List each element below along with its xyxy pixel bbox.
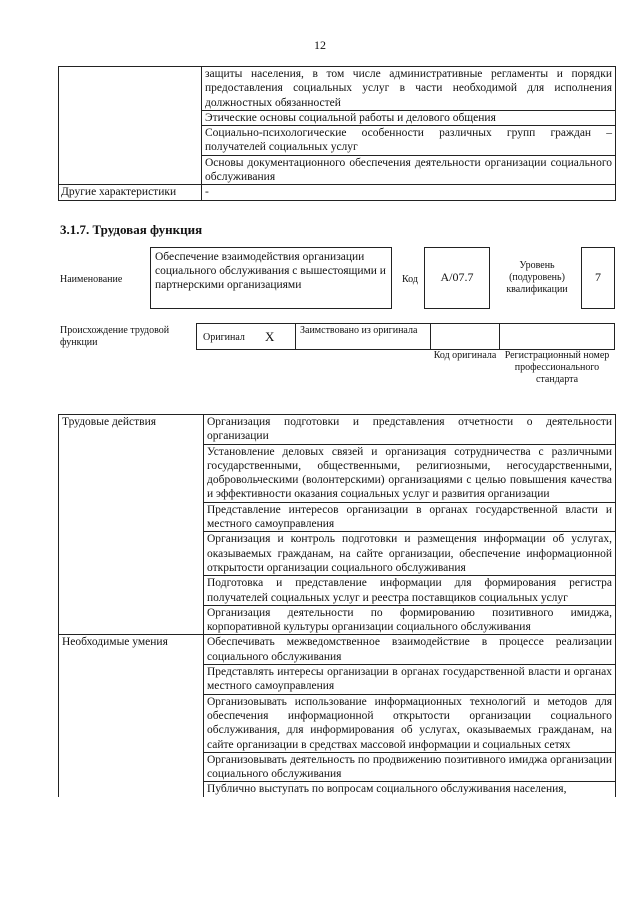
table-cell: Основы документационного обеспечения деятельности организации социального обслуживания: [202, 155, 616, 185]
name-label: Наименование: [60, 274, 123, 285]
table-cell: защиты населения, в том числе административные регламенты и порядки предоставления социальных услуг в части необходимой для исполнения должностных обязанностей: [202, 67, 616, 111]
other-characteristics-value: -: [202, 185, 616, 200]
page-number: 12: [314, 38, 326, 52]
function-code-value: А/07.7: [440, 270, 474, 284]
table-cell: Организовывать деятельность по продвижению позитивного имиджа организации социального обслуживания: [204, 752, 616, 782]
skills-label: Необходимые умения: [59, 635, 204, 797]
borrowed-box: [295, 323, 431, 350]
level-value: 7: [595, 270, 601, 284]
table-cell: Организовывать использование информационных технологий и методов для обеспечения информационной открытости организации социального обслуживания, для информирования об услугах, оказываемых гражданам, на сайте организации в средствах массовой информации и социальных сетях: [204, 694, 616, 752]
borrowed-label: Заимствовано из оригинала: [300, 325, 418, 336]
function-name-box: [150, 247, 392, 309]
code-label: Код: [402, 274, 418, 285]
function-code-box: [424, 247, 490, 309]
original-mark: X: [265, 329, 275, 344]
table-cell: Организация и контроль подготовки и размещения информации об услугах, оказываемых гражданам, на сайте организации, обеспечение информационной открытости организации социального обслуживания: [204, 532, 616, 576]
level-label: Уровень (подуровень) квалификации: [506, 260, 568, 295]
table-cell: Публично выступать по вопросам социального обслуживания населения,: [204, 782, 616, 797]
origin-label: Происхождение трудовой функции: [60, 325, 170, 348]
original-box: [196, 323, 296, 350]
empty-label-cell: [59, 67, 202, 185]
reg-number-caption: Регистрационный номер профессионального стандарта: [504, 350, 610, 385]
knowledge-continuation-table: [58, 66, 616, 201]
table-cell: Представление интересов организации в органах государственной власти и местного самоуправления: [204, 502, 616, 532]
table-cell: Социально-психологические особенности различных групп граждан – получателей социальных услуг: [202, 126, 616, 156]
actions-label: Трудовые действия: [59, 415, 204, 635]
table-cell: Подготовка и представление информации для формирования регистра получателей социальных услуг и реестра поставщиков социальных услуг: [204, 576, 616, 606]
code-original-box: [430, 323, 500, 350]
table-row: [59, 185, 616, 200]
table-cell: Обеспечивать межведомственное взаимодействие в процессе реализации социального обслуживания: [204, 635, 616, 665]
table-row: [59, 635, 616, 665]
table-cell: Установление деловых связей и организация сотрудничества с различными государственными, общественными, религиозными, негосударственными, добровольческими (волонтерскими) организациями с целью повышения качества и эффективности оказания социальных услуг и развития организации: [204, 444, 616, 502]
table-cell: Организация подготовки и представления отчетности о деятельности организации: [204, 415, 616, 445]
table-cell: Организация деятельности по формированию позитивного имиджа, корпоративной культуры организации социального обслуживания: [204, 605, 616, 635]
section-heading: 3.1.7. Трудовая функция: [60, 222, 203, 237]
function-name-value: Обеспечение взаимодействия организации социального обслуживания с вышестоящими и партнерскими организациями: [155, 251, 386, 291]
table-row: [59, 415, 616, 445]
table-cell: Этические основы социальной работы и делового общения: [202, 110, 616, 125]
reg-number-box: [499, 323, 615, 350]
original-label: Оригинал: [203, 332, 245, 343]
labor-function-table: [58, 414, 616, 797]
code-original-caption: Код оригинала: [433, 350, 497, 361]
table-cell: Представлять интересы организации в органах государственной власти и органах местного самоуправления: [204, 665, 616, 695]
other-characteristics-label: Другие характеристики: [59, 185, 202, 200]
level-box: [581, 247, 615, 309]
table-row: [59, 67, 616, 111]
